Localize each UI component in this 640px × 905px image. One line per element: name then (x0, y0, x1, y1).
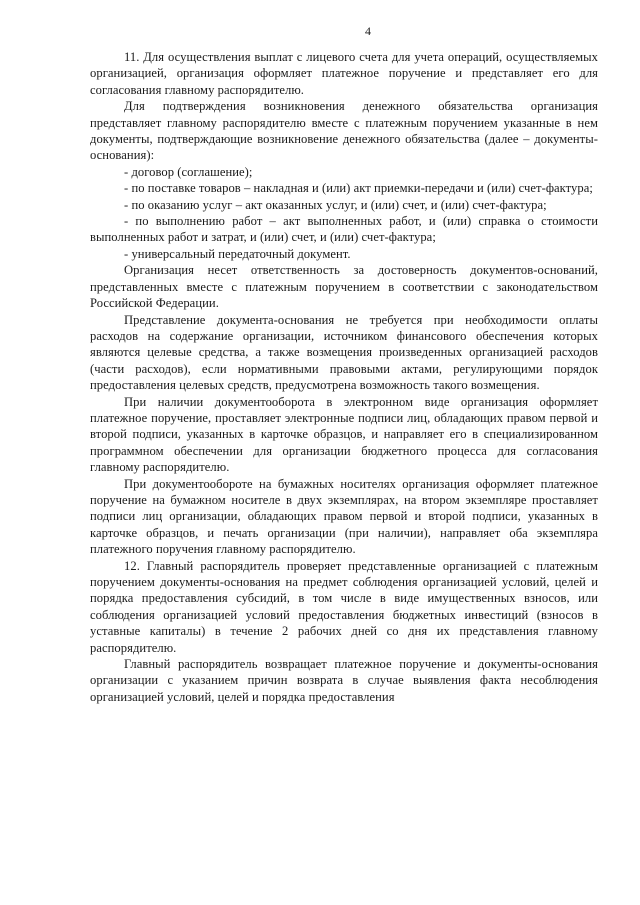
paragraph-electronic-workflow: При наличии документооборота в электронном виде организация оформляет платежное поручение, проставляет электронные подписи лиц, обладающих правом первой и второй подписи, указанных в карточке образцов, и направляет его в специализированном программном обеспечении для организации бюджетного процесса для согласования главному распорядителю. (90, 394, 598, 475)
list-item-universal-document: - универсальный передаточный документ. (124, 246, 351, 261)
paragraph-responsibility: Организация несет ответственность за достоверность документов-оснований, представленных вместе с платежным поручением в соответствии с законодательством Российской Федерации. (90, 263, 598, 311)
list-item-services: - по оказанию услуг – акт оказанных услуг, и (или) счет, и (или) счет-фактура; (124, 197, 547, 212)
paragraph-return: Главный распорядитель возвращает платежное поручение и документы-основания организации с указанием причин возврата в случае выявления факта несоблюдения организацией условий, целей и порядка предоставления (90, 657, 598, 704)
paragraph-obligation-documents: Для подтверждения возникновения денежного обязательства организация представляет главному распорядителю вместе с платежным поручением указанные в нем документы, подтверждающие возникновение денежного обязательства (далее – документы-основания): (90, 99, 598, 163)
page-number: 4 (365, 24, 371, 38)
list-item-contract: - договор (соглашение); (124, 164, 253, 179)
paragraph-12-verification: 12. Главный распорядитель проверяет представленные организацией с платежным поручением документы-основания на предмет соблюдения организацией условий, целей и порядка предоставления субсидий, в том числе в виде имущественных взносов, или соблюдения организацией условий предоставления бюджетных инвестиций (взносов в уставные капиталы) в течение 2 рабочих дней со дня их представления главному распорядителю. (90, 558, 598, 655)
list-item-works: - по выполнению работ – акт выполненных работ, и (или) справка о стоимости выполненных работ и затрат, и (или) счет, и (или) счет-фактура; (90, 214, 598, 245)
paragraph-no-document-required: Представление документа-основания не требуется при необходимости оплаты расходов на содержание организации, источником финансового обеспечения которых являются целевые средства, а также возмещения произведенных организацией расходов (части расходов), если нормативными правовыми актами, регулирующими порядок предоставления целевых средств, предусмотрена возможность такого возмещения. (90, 312, 598, 393)
paragraph-11-intro: 11. Для осуществления выплат с лицевого счета для учета операций, осуществляемых организацией, организация оформляет платежное поручение и представляет его для согласования главному распорядителю. (90, 50, 598, 97)
list-item-goods: - по поставке товаров – накладная и (или) акт приемки-передачи и (или) счет-фактура; (124, 181, 593, 196)
document-body (90, 49, 598, 705)
paragraph-paper-workflow: При документообороте на бумажных носителях организация оформляет платежное поручение на бумажном носителе в двух экземплярах, на втором экземпляре проставляет подписи лиц организации, обладающих правом первой и второй подписи, указанных в карточке образцов, и печать организации (при наличии), направляет оба экземпляра платежного поручения главному распорядителю. (90, 476, 598, 557)
